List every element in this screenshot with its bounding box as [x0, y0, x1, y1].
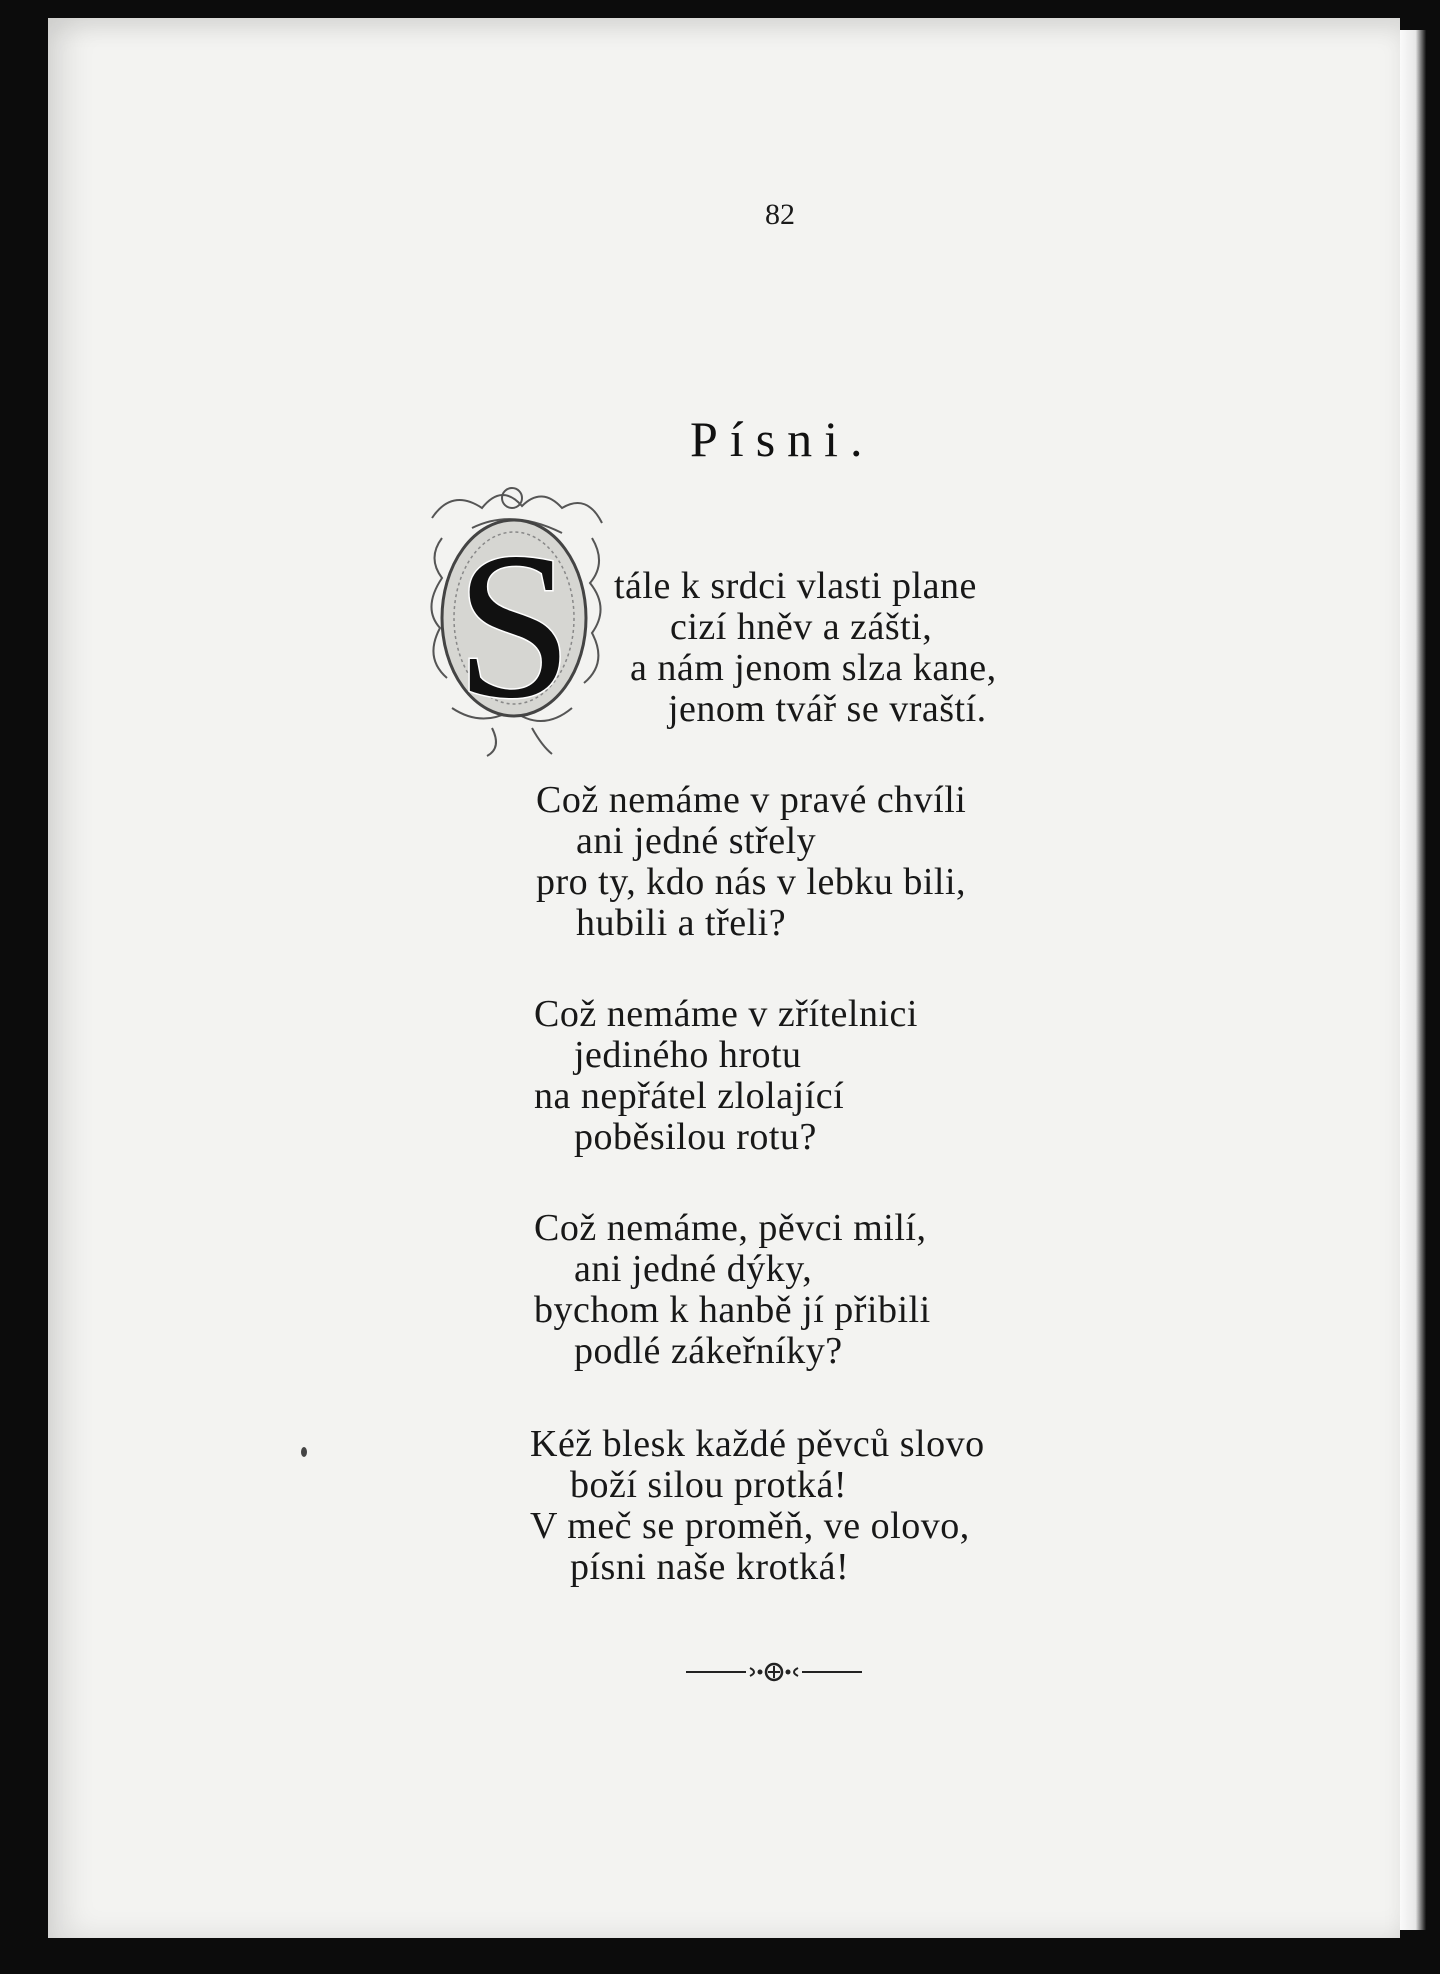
verse-line: Což nemáme v zřítelnici — [534, 993, 918, 1035]
verse-line: bychom k hanbě jí přibili — [534, 1289, 931, 1331]
ornamental-divider-icon — [684, 1660, 864, 1684]
verse-line: pro ty, kdo nás v lebku bili, — [536, 861, 966, 903]
page-number: 82 — [765, 198, 795, 231]
verse-line: Což nemáme v pravé chvíli — [536, 779, 967, 821]
verse-line: písni naše krotká! — [570, 1546, 850, 1588]
ink-speck — [300, 1446, 308, 1458]
stanza-3 — [534, 994, 918, 1158]
stanza-1 — [612, 566, 997, 730]
verse-line: tále k srdci vlasti plane — [614, 565, 977, 607]
verse-line: poběsilou rotu? — [574, 1116, 817, 1158]
verse-line: ani jedné dýky, — [574, 1248, 813, 1290]
verse-line: boží silou protká! — [570, 1464, 848, 1506]
svg-text:S: S — [455, 510, 573, 742]
verse-line: cizí hněv a zášti, — [670, 606, 933, 648]
stanza-2 — [536, 780, 966, 944]
verse-line: hubili a třeli? — [576, 902, 787, 944]
ornamental-initial-s-icon — [412, 478, 622, 760]
verse-line: V meč se proměň, ve olovo, — [530, 1505, 970, 1547]
verse-line: Kéž blesk každé pěvců slovo — [530, 1423, 985, 1465]
verse-line: na nepřátel zlolající — [534, 1075, 845, 1117]
book-page — [48, 18, 1400, 1938]
page-edge — [1400, 30, 1426, 1930]
poem-title: Písni. — [690, 411, 875, 467]
verse-line: jediného hrotu — [574, 1034, 802, 1076]
verse-line: a nám jenom slza kane, — [630, 647, 997, 689]
stanza-4 — [534, 1208, 931, 1372]
verse-line: jenom tvář se vraští. — [668, 688, 987, 730]
verse-line: ani jedné střely — [576, 820, 817, 862]
verse-line: Což nemáme, pěvci milí, — [534, 1207, 927, 1249]
stanza-5 — [530, 1424, 985, 1588]
verse-line: podlé zákeřníky? — [574, 1330, 843, 1372]
